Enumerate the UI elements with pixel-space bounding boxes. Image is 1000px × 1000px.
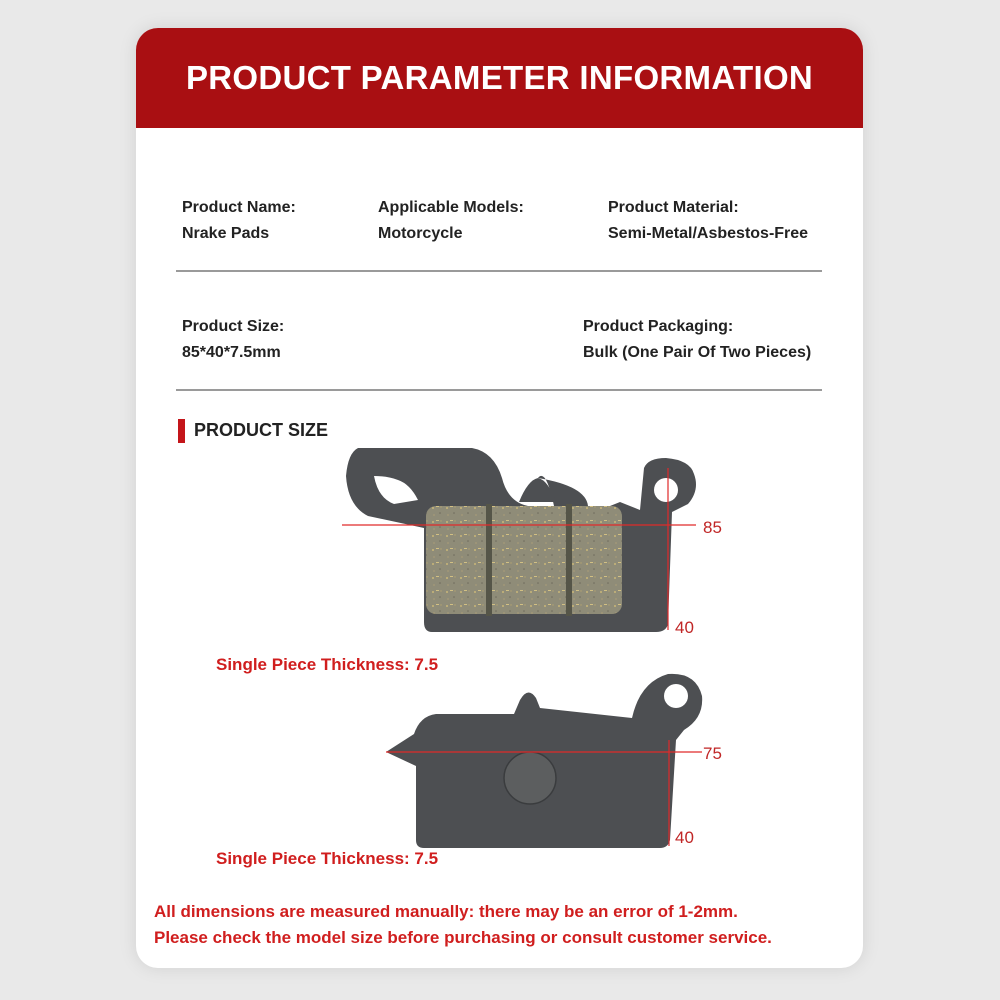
pad1-width-dimension: 85	[703, 518, 722, 537]
pad2-thickness-label: Single Piece Thickness: 7.5	[216, 849, 439, 868]
applicable-models-value: Motorcycle	[378, 225, 463, 242]
product-size-label: Product Size:	[182, 318, 285, 335]
brake-pad-diagram	[136, 28, 863, 968]
product-size-value: 85*40*7.5mm	[182, 344, 281, 361]
pad2-height-dimension: 40	[675, 828, 694, 847]
brake-pad-1	[346, 448, 696, 632]
disclaimer-line-2: Please check the model size before purchasing or consult customer service.	[154, 928, 772, 947]
disclaimer-line-1: All dimensions are measured manually: there may be an error of 1-2mm.	[154, 902, 738, 921]
product-packaging-label: Product Packaging:	[583, 318, 734, 335]
page-title: PRODUCT PARAMETER INFORMATION	[136, 28, 863, 128]
pad1-height-dimension: 40	[675, 618, 694, 637]
product-material-label: Product Material:	[608, 199, 739, 216]
pad1-thickness-label: Single Piece Thickness: 7.5	[216, 655, 439, 674]
brake-pad-2	[386, 674, 702, 848]
product-info-card	[136, 28, 863, 968]
applicable-models-label: Applicable Models:	[378, 199, 524, 216]
pad-rivet	[504, 752, 556, 804]
product-material-value: Semi-Metal/Asbestos-Free	[608, 225, 809, 242]
product-packaging-value: Bulk (One Pair Of Two Pieces)	[583, 344, 812, 361]
product-name-label: Product Name:	[182, 199, 296, 216]
product-name-value: Nrake Pads	[182, 225, 270, 242]
pad2-width-dimension: 75	[703, 744, 722, 763]
section-title: PRODUCT SIZE	[194, 420, 329, 440]
friction-material	[426, 506, 622, 614]
